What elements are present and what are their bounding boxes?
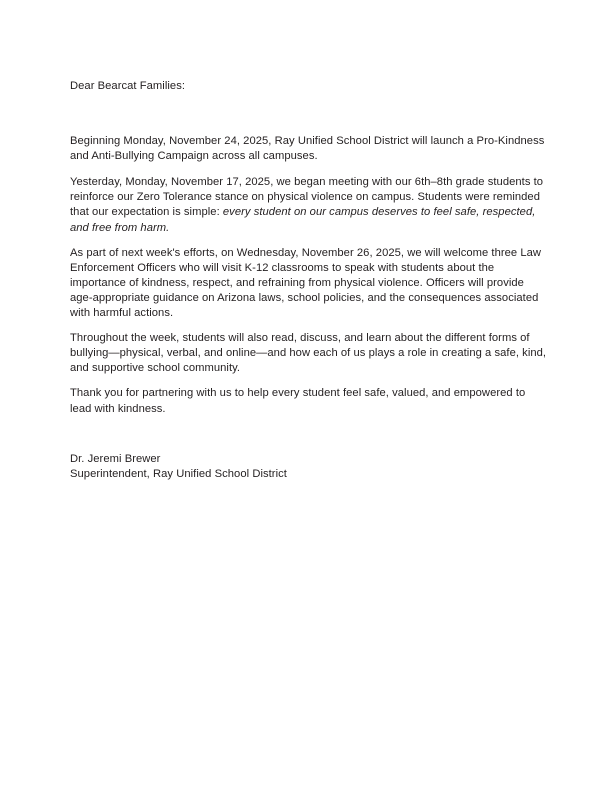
salutation: Dear Bearcat Families:: [70, 80, 186, 92]
paragraph-zero-tolerance: [70, 175, 548, 235]
signature-name: Dr. Jeremi Brewer: [70, 452, 161, 465]
paragraph-bullying-education: Throughout the week, students will also read, discuss, and learn about the different forms of bullying—physical, verbal, and online—and how each of us plays a role in creating a safe, kind, and supportive school community.: [70, 332, 547, 375]
paragraph-zero-tolerance-emphasis: every student on our campus deserves to feel safe, respected, and free from harm.: [70, 206, 536, 234]
paragraph-zero-tolerance-lead: Yesterday, Monday, November 17, 2025, we began meeting with our 6th–8th grade students to reinforce our Zero Tolerance stance on physical violence on campus. Students were reminded that our expectation is simple:: [70, 176, 544, 219]
paragraph-law-enforcement-visit: As part of next week's efforts, on Wednesday, November 26, 2025, we will welcome three Law Enforcement Officers who will visit K-12 classrooms to speak with students about the importance of kindness, respect, and refraining from physical violence. Officers will provide age-appropriate guidance on Arizona laws, school policies, and the consequences associated with harmful actions.: [70, 246, 542, 320]
paragraph-campaign-launch: Beginning Monday, November 24, 2025, Ray Unified School District will launch a Pro-Kindness and Anti-Bullying Campaign across all campuses.: [70, 135, 545, 163]
paragraph-closing-thanks: Thank you for partnering with us to help every student feel safe, valued, and empowered to lead with kindness.: [70, 387, 526, 415]
signature-block: [70, 452, 548, 482]
signature-title: Superintendent, Ray Unified School District: [70, 467, 287, 480]
letter-body: [70, 79, 548, 482]
